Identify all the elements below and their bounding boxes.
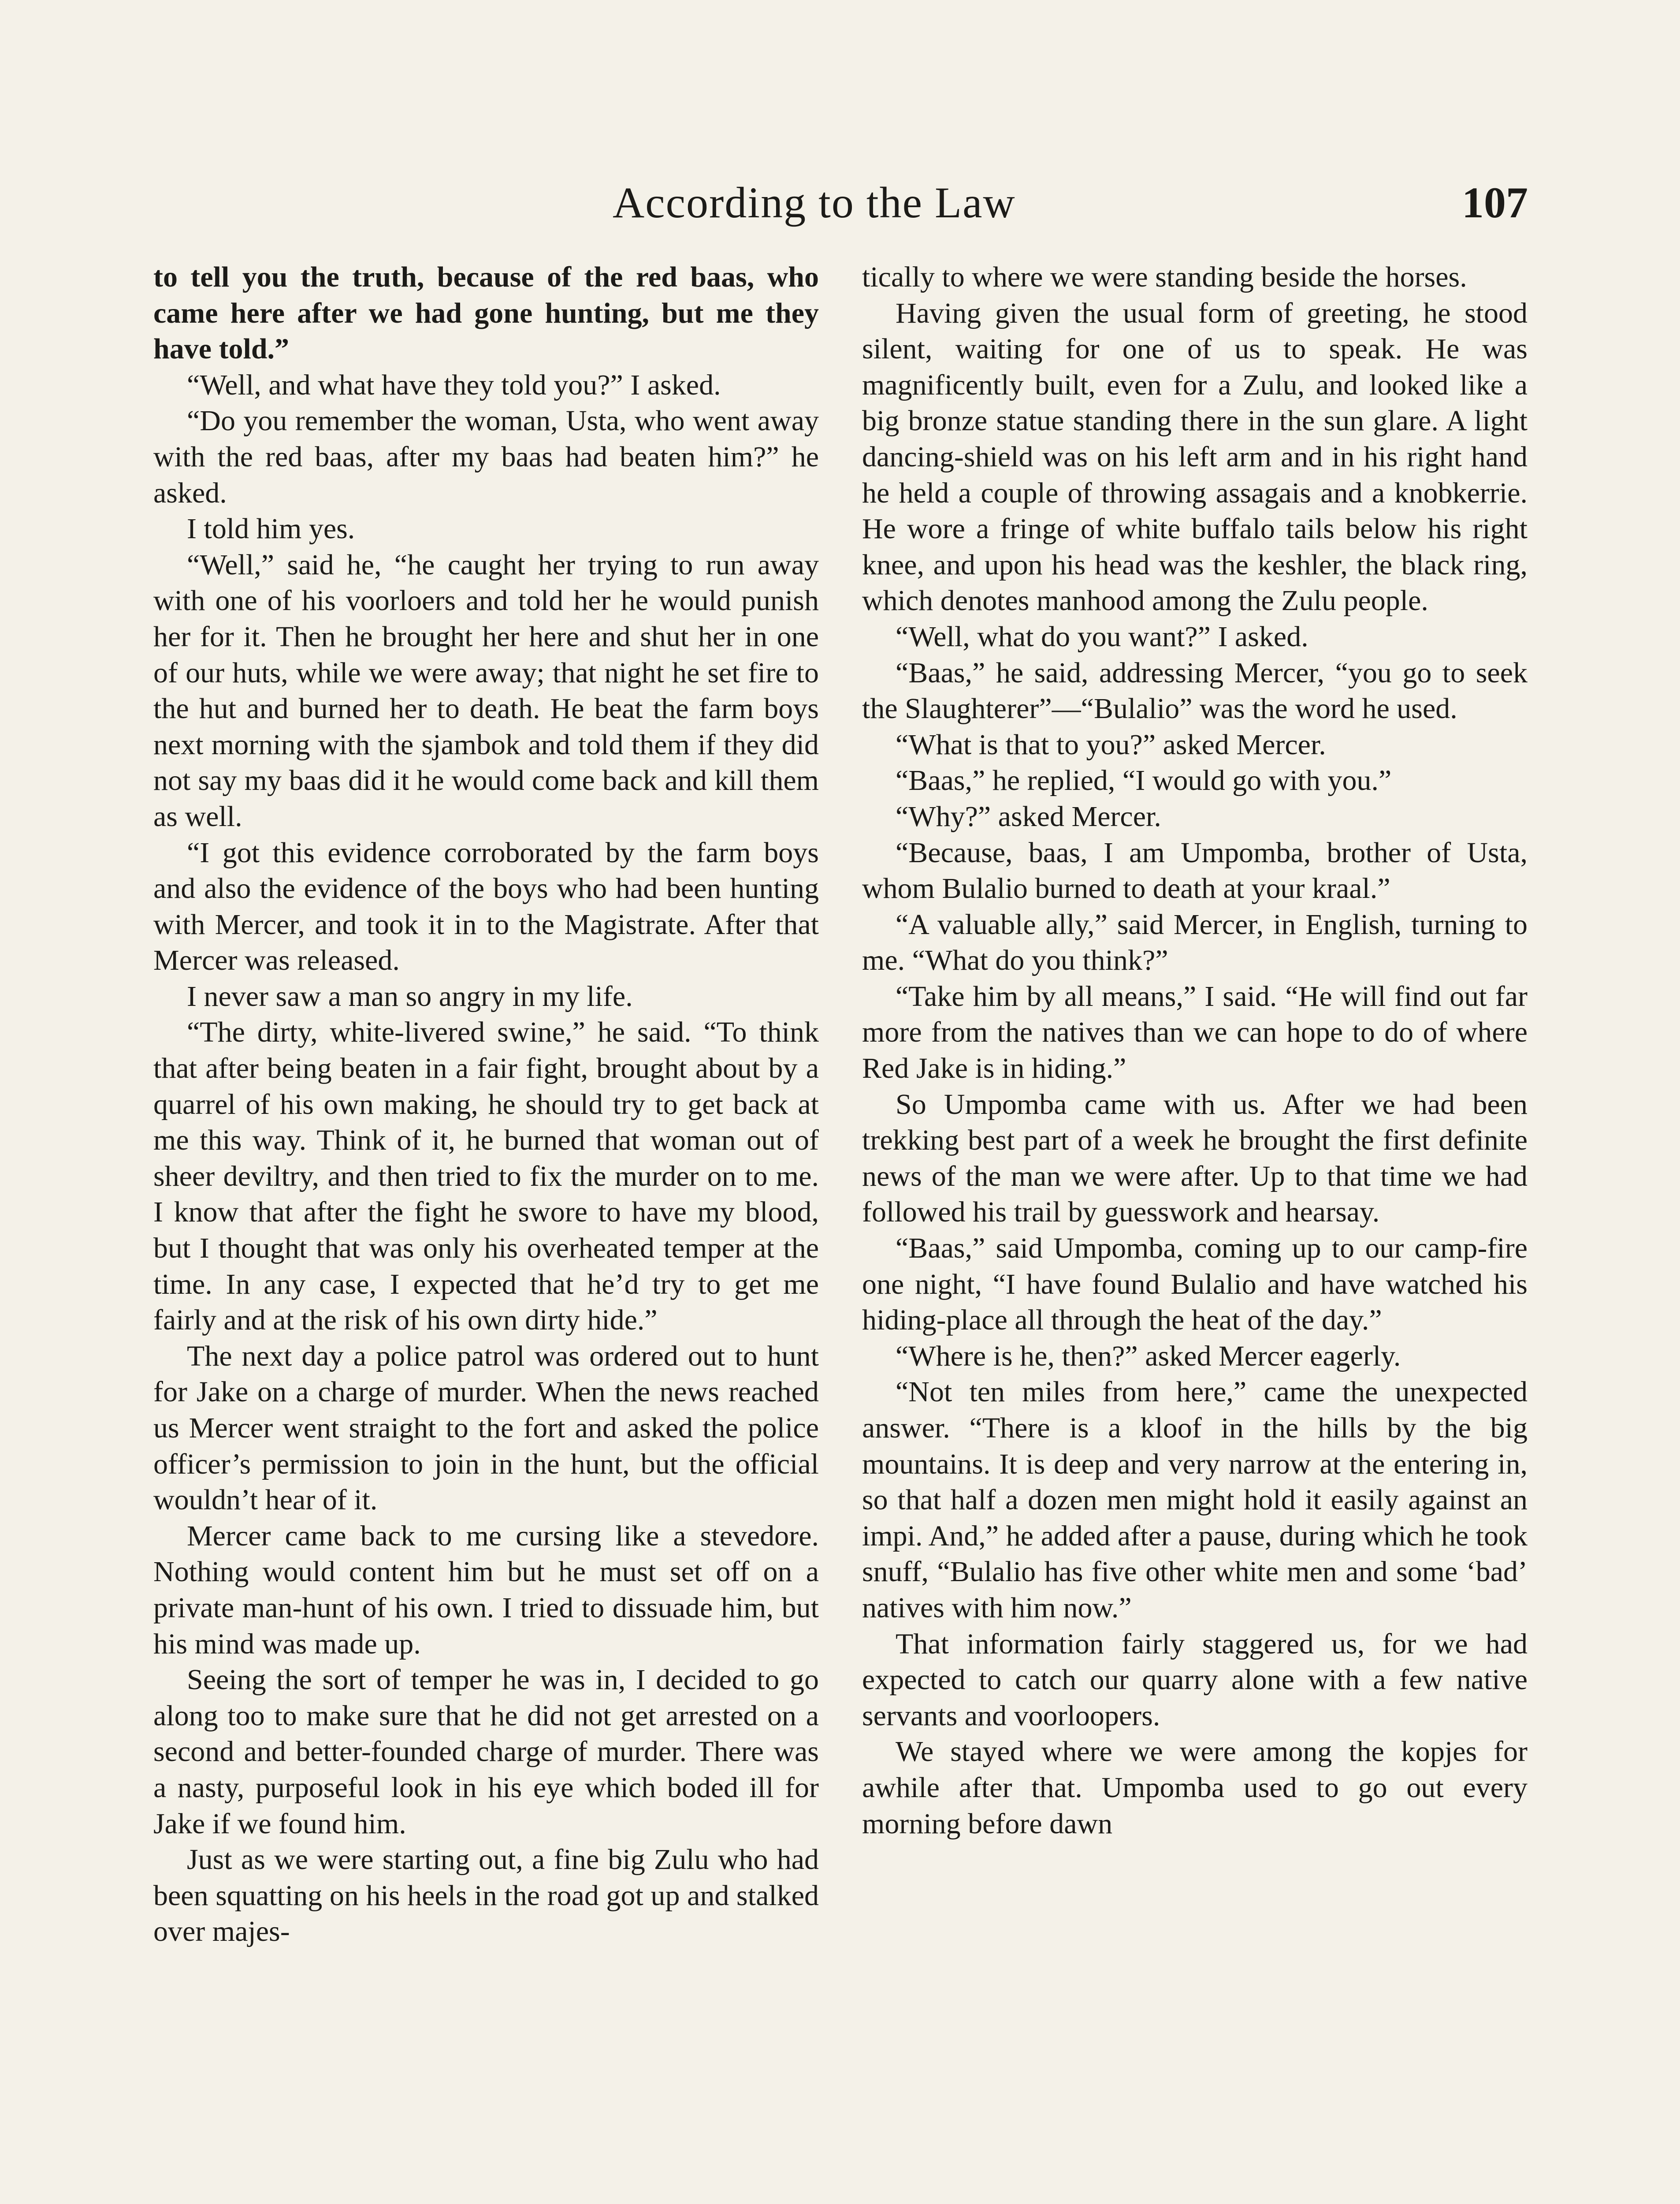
running-head <box>0 172 1680 234</box>
paragraph: tically to where we were standing beside the horses. <box>862 261 1467 293</box>
paragraph: “Well,” said he, “he caught her trying to run away with one of his voorloers and told her he would punish her for it. Then he brought her here and shut her in one of our huts, while we were away; that night he set fire to the hut and burned her to death. He beat the farm boys next morning with the sjambok and told them if they did not say my baas did it he would come back and kill them as well. <box>153 548 819 833</box>
right-column <box>862 259 1528 1842</box>
paragraph: “Take him by all means,” I said. “He will find out far more from the natives than we can hope to do of where Red Jake is in hiding.” <box>862 980 1528 1085</box>
paragraph: “Do you remember the woman, Usta, who went away with the red baas, after my baas had beaten him?” he asked. <box>153 405 819 509</box>
paragraph: “Baas,” he replied, “I would go with you.” <box>896 764 1392 797</box>
paragraph: Just as we were starting out, a fine big Zulu who had been squatting on his heels in the road got up and stalked over majes- <box>153 1843 819 1948</box>
paragraph: “Well, what do you want?” I asked. <box>896 620 1308 653</box>
paragraph: Mercer came back to me cursing like a stevedore. Nothing would content him but he must set off on a private man-hunt of his own. I tried to dissuade him, but his mind was made up. <box>153 1519 819 1660</box>
paragraph: Seeing the sort of temper he was in, I decided to go along too to make sure that he did not get arrested on a second and better-founded charge of murder. There was a nasty, purposeful look in his eye which boded ill for Jake if we found him. <box>153 1664 819 1840</box>
paragraph: The next day a police patrol was ordered out to hunt for Jake on a charge of murder. When the news reached us Mercer went straight to the fort and asked the police officer’s permission to join in the hunt, but the official wouldn’t hear of it. <box>153 1340 819 1516</box>
paragraph: “Not ten miles from here,” came the unexpected answer. “There is a kloof in the hills by the big mountains. It is deep and very narrow at the entering in, so that half a dozen men might hold it easily against an impi. And,” he added after a pause, during which he took snuff, “Bulalio has five other white men and some ‘bad’ natives with him now.” <box>862 1376 1528 1624</box>
paragraph: “Baas,” he said, addressing Mercer, “you go to seek the Slaughterer”—“Bulalio” was the word he used. <box>862 656 1528 725</box>
paragraph: “Because, baas, I am Umpomba, brother of Usta, whom Bulalio burned to death at your kraal.” <box>862 836 1528 905</box>
page-number: 107 <box>1462 178 1528 227</box>
paragraph: We stayed where we were among the kopjes for awhile after that. Umpomba used to go out every morning before dawn <box>862 1735 1528 1840</box>
paragraph: “Where is he, then?” asked Mercer eagerly. <box>896 1340 1401 1372</box>
paragraph: “A valuable ally,” said Mercer, in English, turning to me. “What do you think?” <box>862 908 1528 977</box>
paragraph: “Well, and what have they told you?” I asked. <box>187 369 721 401</box>
paragraph: “I got this evidence corroborated by the farm boys and also the evidence of the boys who had been hunting with Mercer, and took it in to the Magistrate. After that Mercer was released. <box>153 836 819 977</box>
paragraph: I told him yes. <box>187 513 355 545</box>
paragraph: So Umpomba came with us. After we had been trekking best part of a week he brought the first definite news of the man we were after. Up to that time we had followed his trail by guesswork and hearsay. <box>862 1088 1528 1229</box>
paragraph: “Baas,” said Umpomba, coming up to our camp-fire one night, “I have found Bulalio and have watched his hiding-place all through the heat of the day.” <box>862 1232 1528 1337</box>
paragraph: That information fairly staggered us, for we had expected to catch our quarry alone with a few native servants and voorloopers. <box>862 1627 1528 1732</box>
paragraph: “Why?” asked Mercer. <box>896 800 1161 833</box>
paragraph: “The dirty, white-livered swine,” he said. “To think that after being beaten in a fair fight, brought about by a quarrel of his own making, he should try to get back at me this way. Think of it, he burned that woman out of sheer deviltry, and then tried to fix the murder on to me. I know that after the fight he swore to have my blood, but I thought that was only his overheated temper at the time. In any case, I expected that he’d try to get me fairly and at the risk of his own dirty hide.” <box>153 1016 819 1337</box>
paragraph: to tell you the truth, because of the red baas, who came here after we had gone hunting, but me they have told.” <box>153 261 819 365</box>
paragraph: “What is that to you?” asked Mercer. <box>896 728 1326 761</box>
paragraph: Having given the usual form of greeting, he stood silent, waiting for one of us to speak. He was magnificently built, even for a Zulu, and looked like a big bronze statue standing there in the sun glare. A light dancing-shield was on his left arm and in his right hand he held a couple of throwing assagais and a knobkerrie. He wore a fringe of white buffalo tails below his right knee, and upon his head was the keshler, the black ring, which denotes manhood among the Zulu people. <box>862 297 1528 617</box>
left-column <box>153 259 819 1950</box>
paragraph: I never saw a man so angry in my life. <box>187 980 633 1013</box>
running-title: According to the Law <box>613 178 1016 227</box>
